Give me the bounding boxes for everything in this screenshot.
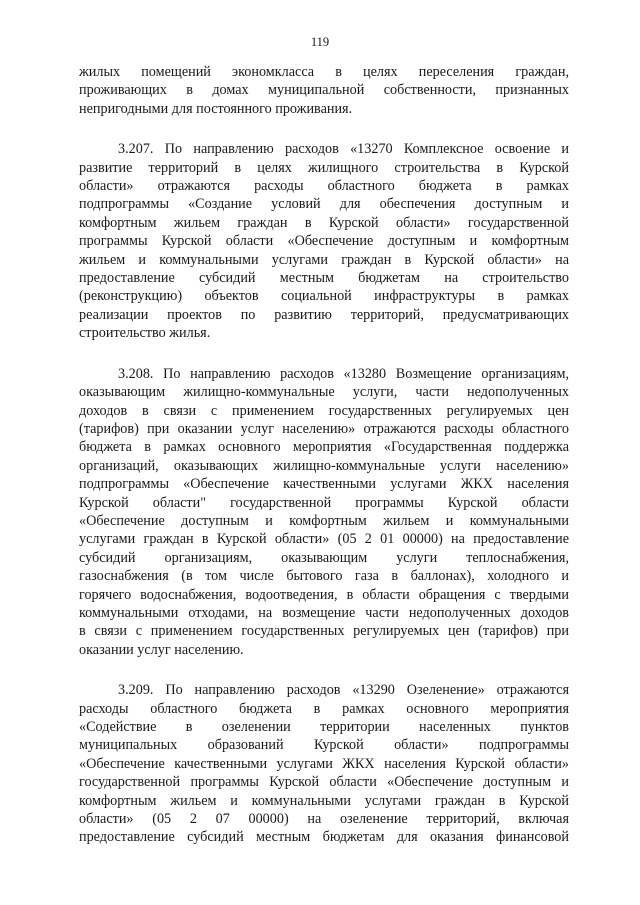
text-line: развитие территорий в целях жилищного строительства в Курской (79, 159, 569, 176)
paragraph-3-208 (79, 365, 569, 660)
text-line: 3.208. По направлению расходов «13280 Возмещение организациям, (118, 365, 569, 382)
text-line: комфортным жильем и коммунальными услугами граждан в Курской (79, 792, 569, 809)
text-line: расходы областного бюджета в рамках основного мероприятия (79, 700, 569, 717)
text-line: бюджета в рамках основного мероприятия «Государственная поддержка (79, 439, 569, 456)
text-line: жилых помещений экономкласса в целях переселения граждан, (79, 64, 569, 80)
paragraph-gap (79, 659, 569, 681)
text-line: области» отражаются расходы областного бюджета в рамках (79, 178, 569, 195)
text-line: в связи с применением государственных регулируемых цен (тарифов) при (79, 623, 569, 640)
text-line: 3.207. По направлению расходов «13270 Комплексное освоение и (118, 141, 569, 158)
text-line: услугами граждан в Курской области» (05 2 01 00000) на предоставление (79, 531, 569, 548)
text-line: организаций, оказывающих жилищно-коммунальные услуги населению» (79, 457, 569, 474)
text-line: «Содействие в озеленении территории населенных пунктов (79, 719, 569, 735)
text-line: предоставление субсидий местным бюджетам на строительство (79, 270, 569, 287)
text-line: комфортным жильем граждан в Курской области» государственной (79, 214, 569, 231)
text-line: оказывающим жилищно-коммунальные услуги, части недополученных (79, 384, 569, 401)
text-line: газоснабжения (в том числе бытового газа в баллонах), холодного и (79, 568, 569, 585)
text-line: подпрограммы «Обеспечение качественными услугами ЖКХ населения (79, 476, 569, 493)
paragraph-gap (79, 343, 569, 365)
text-line: программы Курской области «Обеспечение доступным и комфортным (79, 233, 569, 250)
document-body (79, 63, 569, 847)
text-line: 3.209. По направлению расходов «13290 Озеленение» отражаются (118, 682, 569, 699)
text-line: доходов в связи с применением государственных регулируемых цен (79, 402, 569, 419)
paragraph-3-207 (79, 140, 569, 342)
text-line: горячего водоснабжения, водоотведения, в области обращения с твердыми (79, 586, 569, 603)
text-line: оказании услуг населению. (79, 641, 244, 658)
paragraph-continuation (79, 63, 569, 118)
paragraph-gap (79, 118, 569, 140)
text-line: (тарифов) при оказании услуг населению» отражаются расходы областного (79, 420, 569, 437)
text-line: муниципальных образований Курской области» подпрограммы (79, 737, 569, 754)
text-line: жильем и коммунальными услугами граждан в Курской области» на (79, 251, 569, 268)
text-line: предоставление субсидий местным бюджетам для оказания финансовой (79, 829, 569, 846)
text-line: «Обеспечение качественными услугами ЖКХ населения Курской области» (79, 755, 569, 772)
text-line: субсидий организациям, оказывающим услуги теплоснабжения, (79, 549, 569, 566)
text-line: области» (05 2 07 00000) на озеленение территорий, включая (79, 811, 569, 828)
text-line: коммунальными отходами, на возмещение части недополученных доходов (79, 604, 569, 621)
text-line: государственной программы Курской области «Обеспечение доступным и (79, 774, 569, 791)
text-line: (реконструкцию) объектов социальной инфраструктуры в рамках (79, 288, 569, 305)
text-line: строительство жилья. (79, 325, 211, 342)
page-number: 119 (310, 35, 330, 49)
paragraph-3-209 (79, 681, 569, 847)
text-line: непригодными для постоянного проживания. (79, 100, 353, 117)
text-line: «Обеспечение доступным и комфортным жильем и коммунальными (79, 512, 569, 529)
text-line: реализации проектов по развитию территорий, предусматривающих (79, 306, 569, 323)
text-line: подпрограммы «Создание условий для обеспечения доступным и (79, 196, 569, 213)
text-line: проживающих в домах муниципальной собственности, признанных (79, 82, 569, 99)
text-line: Курской области" государственной программы Курской области (79, 494, 569, 511)
